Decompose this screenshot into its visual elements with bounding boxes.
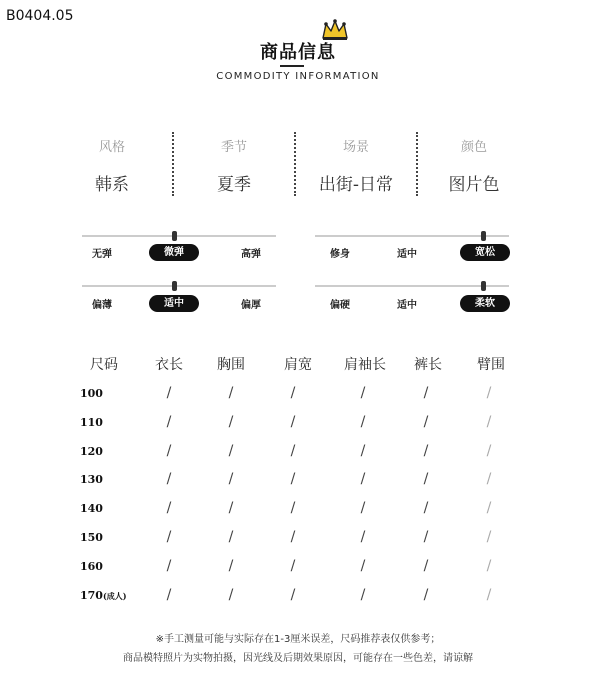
table-cell: / xyxy=(228,587,234,603)
size-cell xyxy=(80,473,103,486)
size-cell xyxy=(80,416,103,429)
scale-thumb xyxy=(172,281,177,291)
attr-label-style: 风格 xyxy=(98,140,125,155)
scale-option: 适中 xyxy=(397,249,417,260)
scale-option: 适中 xyxy=(397,300,417,311)
column-header-length: 衣长 xyxy=(155,357,183,373)
scale-option: 偏厚 xyxy=(241,300,261,311)
size-value: 130 xyxy=(80,473,103,486)
table-cell: / xyxy=(166,443,172,459)
color-note: 商品模特照片为实物拍摄，因光线及后期效果原因，可能存在一些色差，请谅解 xyxy=(123,653,473,664)
size-cell xyxy=(80,445,103,458)
table-cell: / xyxy=(360,471,366,487)
size-value: 100 xyxy=(80,387,103,400)
scale-track xyxy=(82,285,276,287)
size-value: 110 xyxy=(80,416,103,429)
scale-option-selected: 柔软 xyxy=(460,295,510,312)
table-cell: / xyxy=(228,529,234,545)
attr-label-scene: 场景 xyxy=(342,140,369,155)
table-cell: / xyxy=(486,587,492,603)
table-cell: / xyxy=(228,500,234,516)
section-title: 商品信息 xyxy=(260,42,336,63)
table-cell: / xyxy=(486,414,492,430)
table-cell: / xyxy=(486,529,492,545)
measurement-note: ※手工测量可能与实际存在1-3厘米误差，尺码推荐表仅供参考； xyxy=(155,634,441,645)
table-cell: / xyxy=(360,443,366,459)
column-header-arm: 臂围 xyxy=(477,357,505,373)
column-header-shoulder: 肩宽 xyxy=(284,357,312,373)
table-cell: / xyxy=(166,471,172,487)
table-cell: / xyxy=(486,471,492,487)
table-cell: / xyxy=(290,529,296,545)
scale-option: 修身 xyxy=(330,249,350,260)
table-cell: / xyxy=(486,500,492,516)
size-note: (成人) xyxy=(102,591,127,601)
scale-option: 高弹 xyxy=(241,249,261,260)
table-cell: / xyxy=(166,558,172,574)
size-value: 150 xyxy=(80,531,103,544)
table-cell: / xyxy=(486,443,492,459)
table-cell: / xyxy=(290,471,296,487)
table-cell: / xyxy=(290,587,296,603)
table-cell: / xyxy=(166,529,172,545)
scale-option: 偏硬 xyxy=(330,300,350,311)
table-cell: / xyxy=(290,443,296,459)
scale-track xyxy=(315,235,509,237)
title-divider xyxy=(280,65,304,67)
scale-option-selected: 宽松 xyxy=(460,244,510,261)
table-cell: / xyxy=(290,500,296,516)
scale-track xyxy=(315,285,509,287)
table-cell: / xyxy=(228,443,234,459)
table-cell: / xyxy=(166,587,172,603)
table-cell: / xyxy=(166,414,172,430)
attr-label-season: 季节 xyxy=(220,140,247,155)
scale-track xyxy=(82,235,276,237)
scale-option-selected: 微弹 xyxy=(149,244,199,261)
table-cell: / xyxy=(360,587,366,603)
scale-option: 无弹 xyxy=(92,249,112,260)
table-cell: / xyxy=(290,558,296,574)
table-cell: / xyxy=(486,558,492,574)
column-header-size: 尺码 xyxy=(90,357,118,373)
table-cell: / xyxy=(166,385,172,401)
scale-thumb xyxy=(172,231,177,241)
table-cell: / xyxy=(423,500,429,516)
table-cell: / xyxy=(290,385,296,401)
scale-thumb xyxy=(481,231,486,241)
table-cell: / xyxy=(360,385,366,401)
scale-option-selected: 适中 xyxy=(149,295,199,312)
scale-thumb xyxy=(481,281,486,291)
table-cell: / xyxy=(360,529,366,545)
table-cell: / xyxy=(360,500,366,516)
table-cell: / xyxy=(228,414,234,430)
table-cell: / xyxy=(228,558,234,574)
size-cell xyxy=(80,531,103,544)
table-cell: / xyxy=(486,385,492,401)
size-value: 170 xyxy=(80,589,103,602)
table-cell: / xyxy=(228,385,234,401)
attr-value-style: 韩系 xyxy=(95,175,129,195)
table-cell: / xyxy=(423,558,429,574)
column-header-chest: 胸围 xyxy=(217,357,245,373)
table-cell: / xyxy=(423,443,429,459)
product-code: B0404.05 xyxy=(6,8,74,24)
size-cell xyxy=(80,560,103,573)
table-cell: / xyxy=(290,414,296,430)
column-header-sleeve: 肩袖长 xyxy=(344,357,386,373)
table-cell: / xyxy=(423,414,429,430)
table-cell: / xyxy=(166,500,172,516)
column-header-pants: 裤长 xyxy=(414,357,442,373)
table-cell: / xyxy=(360,558,366,574)
table-cell: / xyxy=(423,385,429,401)
scale-option: 偏薄 xyxy=(92,300,112,311)
attr-value-season: 夏季 xyxy=(217,175,251,195)
size-value: 140 xyxy=(80,502,103,515)
size-cell xyxy=(80,502,103,515)
size-cell xyxy=(80,387,103,400)
table-cell: / xyxy=(423,587,429,603)
size-value: 160 xyxy=(80,560,103,573)
table-cell: / xyxy=(228,471,234,487)
section-subtitle: COMMODITY INFORMATION xyxy=(216,71,380,82)
size-cell xyxy=(80,589,127,602)
size-value: 120 xyxy=(80,445,103,458)
table-cell: / xyxy=(360,414,366,430)
table-cell: / xyxy=(423,529,429,545)
attr-value-color: 图片色 xyxy=(448,175,500,195)
table-cell: / xyxy=(423,471,429,487)
attr-value-scene: 出街-日常 xyxy=(318,175,394,195)
attr-label-color: 颜色 xyxy=(460,140,487,155)
